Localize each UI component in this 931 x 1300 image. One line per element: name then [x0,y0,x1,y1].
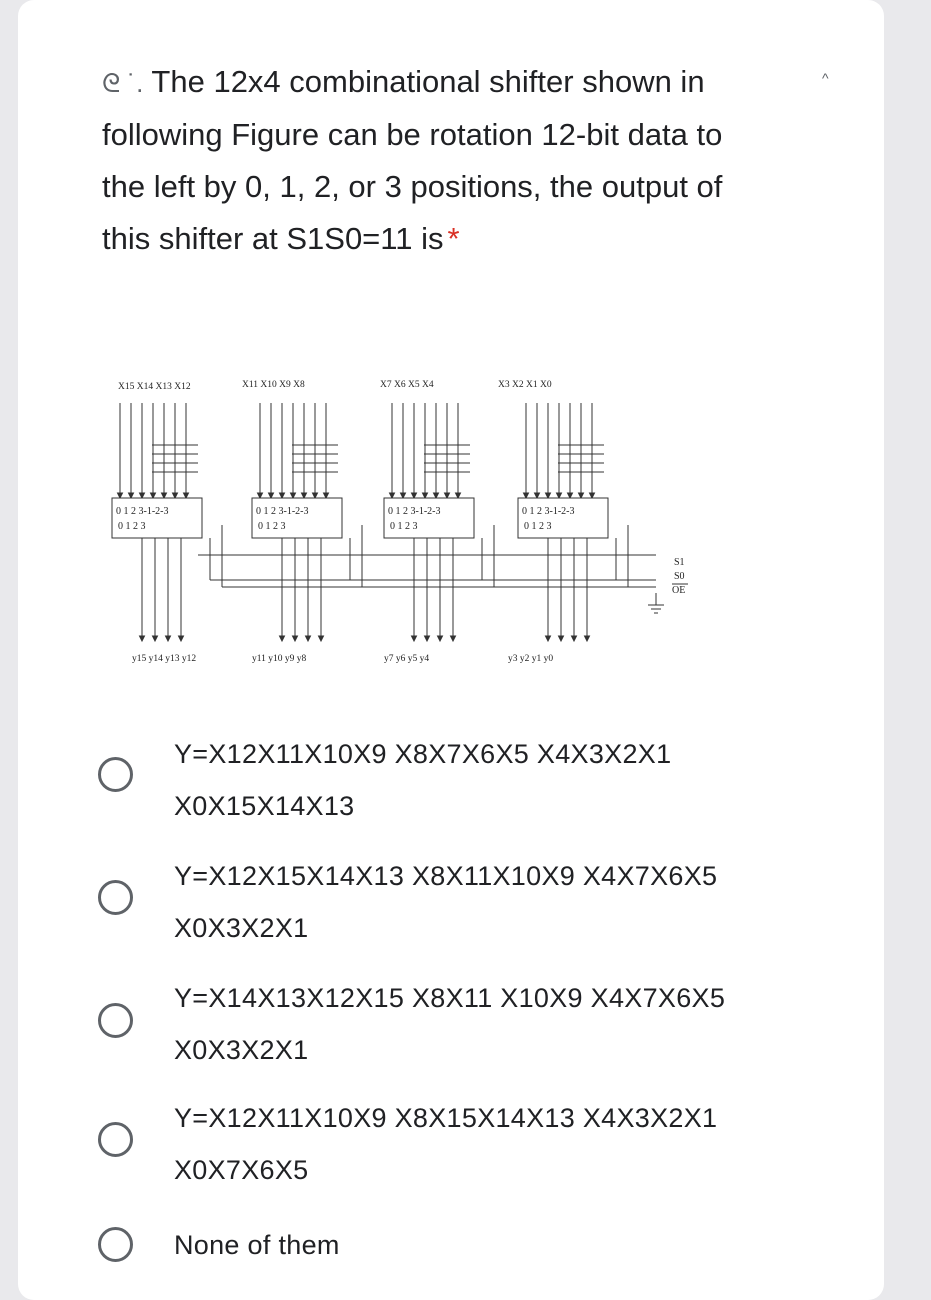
option-2-line2: X0X3X2X1 [174,913,309,943]
option-5-line1: None of them [174,1230,340,1260]
question-body: The 12x4 combinational shifter shown in following Figure can be rotation 12-bit data to the left by 0, 1, 2, or 3 positions, the output of this shifter at S1S0=11 is [102,64,723,256]
option-3-line2: X0X3X2X1 [174,1035,309,1065]
option-4-line2: X0X7X6X5 [174,1155,309,1185]
required-asterisk: * [447,221,460,256]
question-text [102,56,742,265]
output-label-group-2: y7 y6 y5 y4 [384,654,430,664]
mux-1-bottom: 0 1 2 3 [258,521,286,532]
option-3-radio[interactable] [98,1003,133,1038]
output-label-group-1: y11 y10 y9 y8 [252,654,307,664]
question-number-mark: ᘓ ˙. [102,68,144,98]
option-5-radio[interactable] [98,1227,133,1262]
input-label-group-1: X11 X10 X9 X8 [242,380,305,390]
mux-3-bottom: 0 1 2 3 [524,521,552,532]
mux-2-bottom: 0 1 2 3 [390,521,418,532]
corner-glyph: ^ [822,70,829,86]
option-1-line2: X0X15X14X13 [174,791,355,821]
input-label-group-2: X7 X6 X5 X4 [380,380,434,390]
mux-0-bottom: 0 1 2 3 [118,521,146,532]
input-label-group-0: X15 X14 X13 X12 [118,382,191,392]
mux-2-top: 0 1 2 3-1-2-3 [388,506,441,517]
output-label-group-3: y3 y2 y1 y0 [508,654,554,664]
mux-0-top: 0 1 2 3-1-2-3 [116,506,169,517]
input-label-group-3: X3 X2 X1 X0 [498,380,552,390]
option-2-line1: Y=X12X15X14X13 X8X11X10X9 X4X7X6X5 [174,861,718,891]
output-label-group-0: y15 y14 y13 y12 [132,654,197,664]
option-4-line1: Y=X12X11X10X9 X8X15X14X13 X4X3X2X1 [174,1103,718,1133]
mux-block-0 [112,498,202,538]
control-label-oe: OE [672,585,686,596]
option-4-radio[interactable] [98,1122,133,1157]
mux-block-1 [252,498,342,538]
option-3-line1: Y=X14X13X12X15 X8X11 X10X9 X4X7X6X5 [174,983,726,1013]
mux-block-2 [384,498,474,538]
mux-block-3 [518,498,608,538]
shifter-figure [96,355,736,675]
option-1-radio[interactable] [98,757,133,792]
control-label-s1: S1 [674,557,685,568]
option-1-line1: Y=X12X11X10X9 X8X7X6X5 X4X3X2X1 [174,739,672,769]
mux-3-top: 0 1 2 3-1-2-3 [522,506,575,517]
control-label-s0: S0 [674,571,685,582]
mux-1-top: 0 1 2 3-1-2-3 [256,506,309,517]
option-2-radio[interactable] [98,880,133,915]
